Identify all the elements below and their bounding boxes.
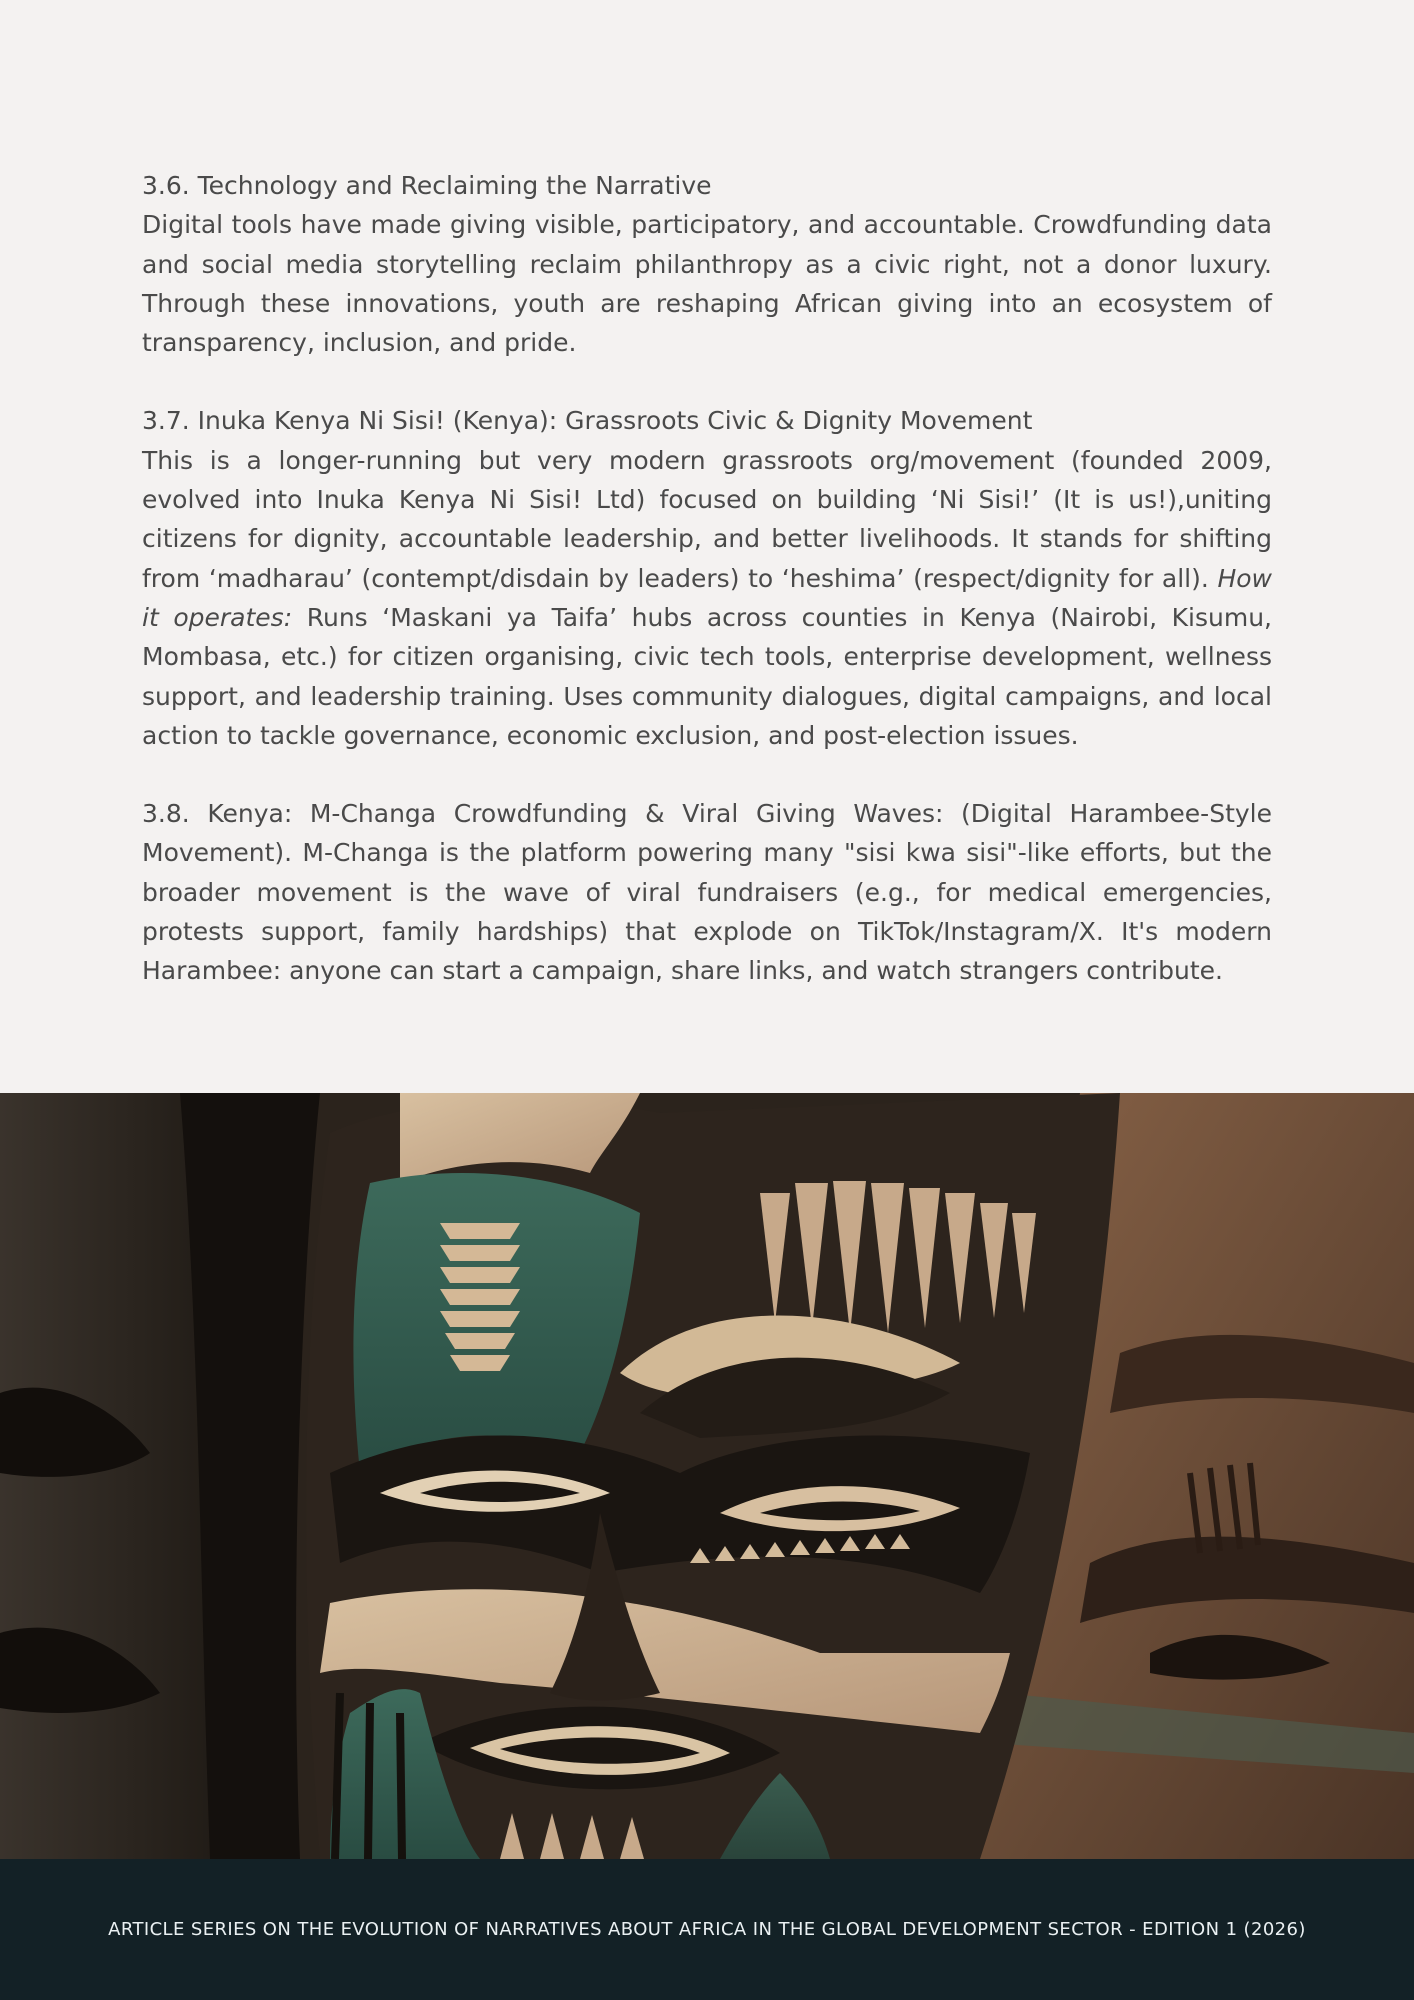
footer-text: ARTICLE SERIES ON THE EVOLUTION OF NARRATIVES ABOUT AFRICA IN THE GLOBAL DEVELOPMENT SECTOR - EDITION 1 (2026)	[108, 1919, 1306, 1940]
paragraph-text: This is a longer-running but very modern grassroots org/movement (founded 2009, evolved into Inuka Kenya Ni Sisi! Ltd) focused on building ‘Ni Sisi!’ (It is us!),uniting citizens for dignity, accountable leadership, and better livelihoods. It stands for shifting from ‘madharau’ (contempt/disdain by leaders) to ‘heshima’ (respect/dignity for all).	[142, 445, 1272, 593]
paragraph-text: Runs ‘Maskani ya Taifa’ hubs across counties in Kenya (Nairobi, Kisumu, Mombasa, etc.) for citizen organising, civic tech tools, enterprise development, wellness support, and leadership training. Uses community dialogues, digital campaigns, and local action to tackle governance, economic exclusion, and post-election issues.	[142, 602, 1272, 750]
section-heading: 3.7. Inuka Kenya Ni Sisi! (Kenya): Grassroots Civic & Dignity Movement	[142, 406, 1033, 436]
section-paragraph	[142, 441, 1272, 755]
section-3-8	[142, 794, 1272, 990]
section-heading: 3.6. Technology and Reclaiming the Narrative	[142, 171, 712, 200]
section-3-7	[142, 401, 1272, 755]
section-3-6	[142, 166, 1272, 362]
section-paragraph: Digital tools have made giving visible, participatory, and accountable. Crowdfunding data and social media storytelling reclaim philanthropy as a civic right, not a donor luxury. Through these innovations, youth are reshaping African giving into an ecosystem of transparency, inclusion, and pride.	[142, 210, 1272, 358]
section-paragraph: 3.8. Kenya: M-Changa Crowdfunding & Viral Giving Waves: (Digital Harambee-Style Movement). M-Changa is the platform powering many "sisi kwa sisi"-like efforts, but the broader movement is the wave of viral fundraisers (e.g., for medical emergencies, protests support, family hardships) that explode on TikTok/Instagram/X. It's modern Harambee: anyone can start a campaign, share links, and watch strangers contribute.	[142, 799, 1272, 986]
masks-illustration	[0, 1093, 1414, 1859]
footer	[0, 1859, 1414, 2000]
carved-masks-photo	[0, 1093, 1414, 1859]
article-body	[142, 166, 1272, 1030]
paragraph-italic-label: How it operates:	[142, 563, 1272, 632]
